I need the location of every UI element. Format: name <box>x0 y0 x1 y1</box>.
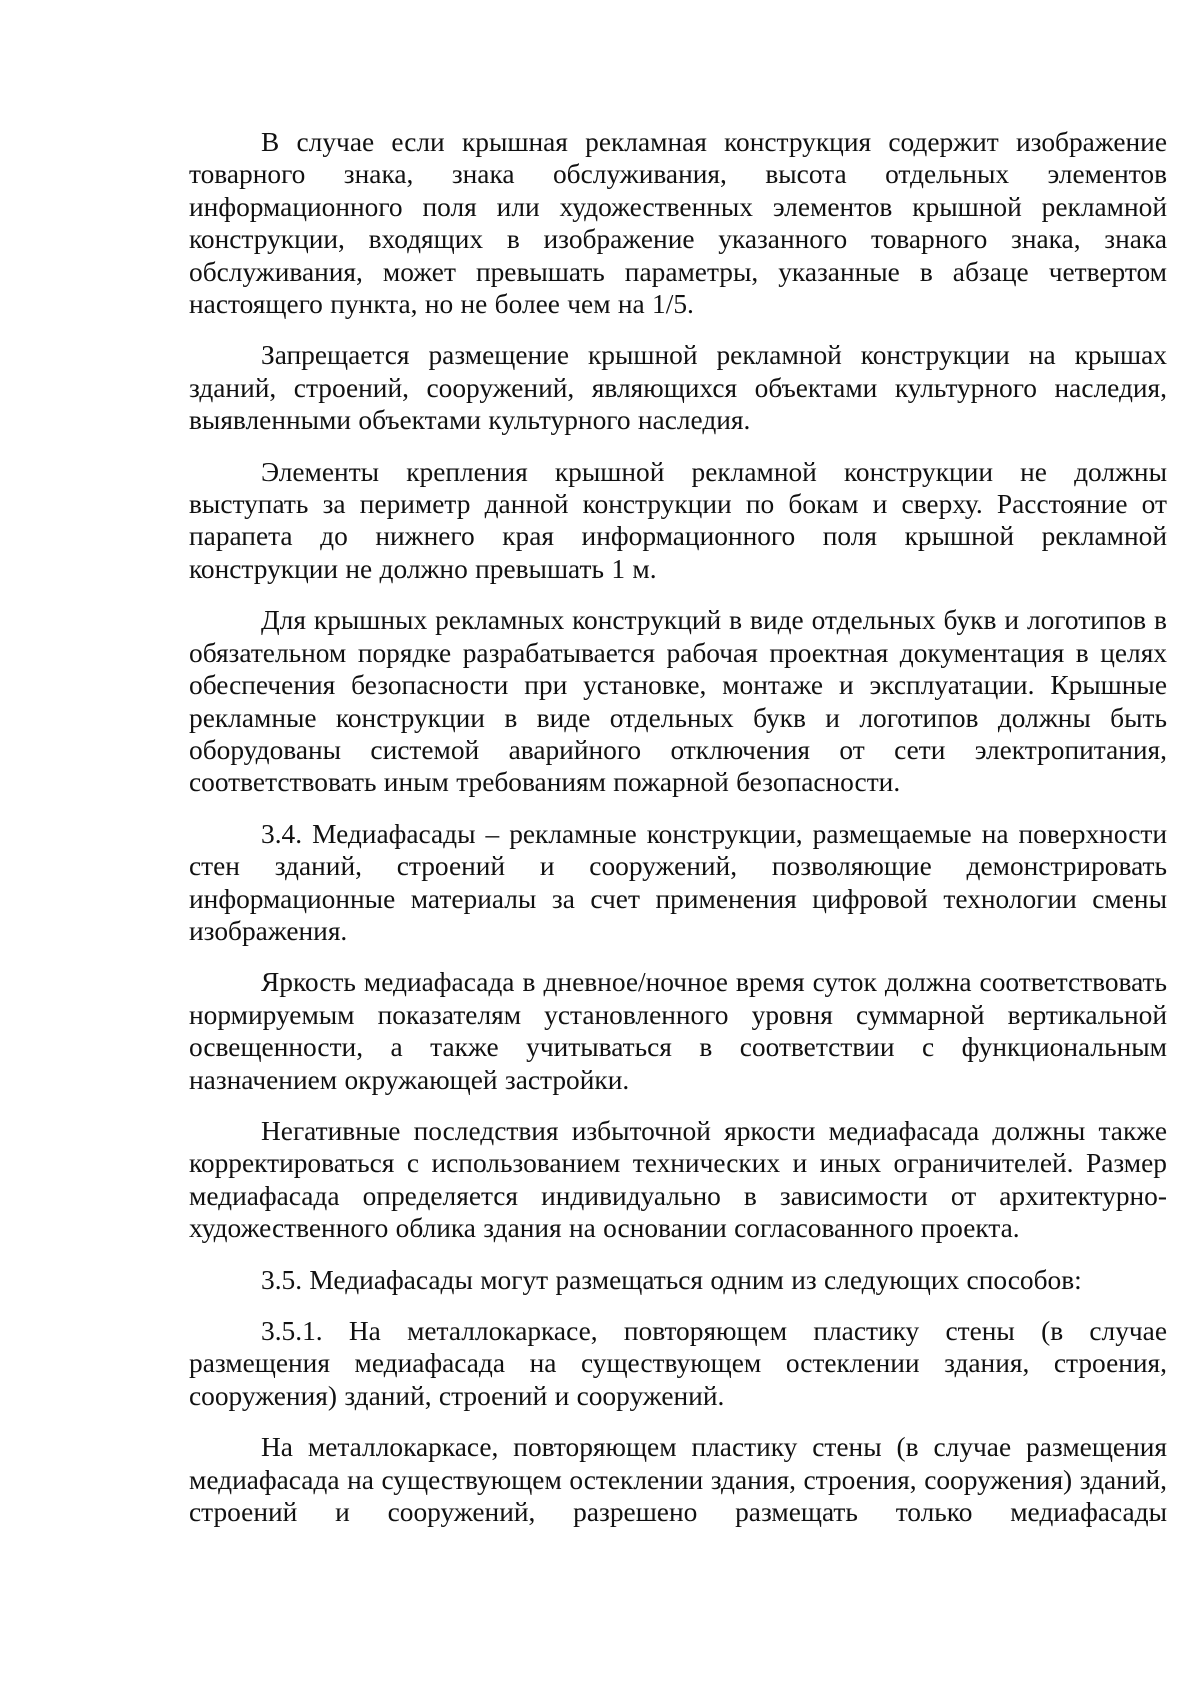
paragraph-section-3-4: 3.4. Медиафасады – рекламные конструкции, размещаемые на поверхности стен зданий, строений и сооружений, позволяющие демонстрировать информационные материалы за счет применения цифровой технологии смены изображения. <box>189 818 1167 946</box>
paragraph-brightness: Яркость медиафасада в дневное/ночное время суток должна соответствовать нормируемым показателям установленного уровня суммарной вертикальной освещенности, а также учитываться в соответствии с функциональным назначением окружающей застройки. <box>189 967 1167 1095</box>
paragraph-cultural-heritage-ban: Запрещается размещение крышной рекламной конструкции на крышах зданий, строений, сооружений, являющихся объектами культурного наследия, выявленными объектами культурного наследия. <box>189 340 1167 436</box>
document-page <box>189 126 1167 1547</box>
paragraph-section-3-5-1: 3.5.1. На металлокаркасе, повторяющем пластику стены (в случае размещения медиафасада на существующем остеклении здания, строения, сооружения) зданий, строений и сооружений. <box>189 1316 1167 1411</box>
paragraph-metal-frame: На металлокаркасе, повторяющем пластику стены (в случае размещения медиафасада на существующем остеклении здания, строения, сооружения) зданий, строений и сооружений, разрешено размещать только медиафасады <box>189 1432 1167 1528</box>
paragraph-trademark-height: В случае если крышная рекламная конструкция содержит изображение товарного знака, знака обслуживания, высота отдельных элементов информационного поля или художественных элементов крышной рекламной конструкции, входящих в изображение указанного товарного знака, знака обслуживания, может превышать параметры, указанные в абзаце четвертом настоящего пункта, но не более чем на 1/5. <box>189 127 1167 320</box>
paragraph-mounting-elements: Элементы крепления крышной рекламной конструкции не должны выступать за периметр данной конструкции по бокам и сверху. Расстояние от парапета до нижнего края информационного поля крышной рекламной конструкции не должно превышать 1 м. <box>189 456 1167 584</box>
paragraph-separate-letters: Для крышных рекламных конструкций в виде отдельных букв и логотипов в обязательном порядке разрабатывается рабочая проектная документация в целях обеспечения безопасности при установке, монтаже и эксплуатации. Крышные рекламные конструкции в виде отдельных букв и логотипов должны быть оборудованы системой аварийного отключения от сети электропитания, соответствовать иным требованиям пожарной безопасности. <box>189 605 1167 798</box>
paragraph-section-3-5: 3.5. Медиафасады могут размещаться одним из следующих способов: <box>261 1264 1082 1295</box>
paragraph-negative-effects: Негативные последствия избыточной яркости медиафасада должны также корректироваться с использованием технических и иных ограничителей. Размер медиафасада определяется индивидуально в зависимости от архитектурно-художественного облика здания на основании согласованного проекта. <box>189 1115 1167 1244</box>
